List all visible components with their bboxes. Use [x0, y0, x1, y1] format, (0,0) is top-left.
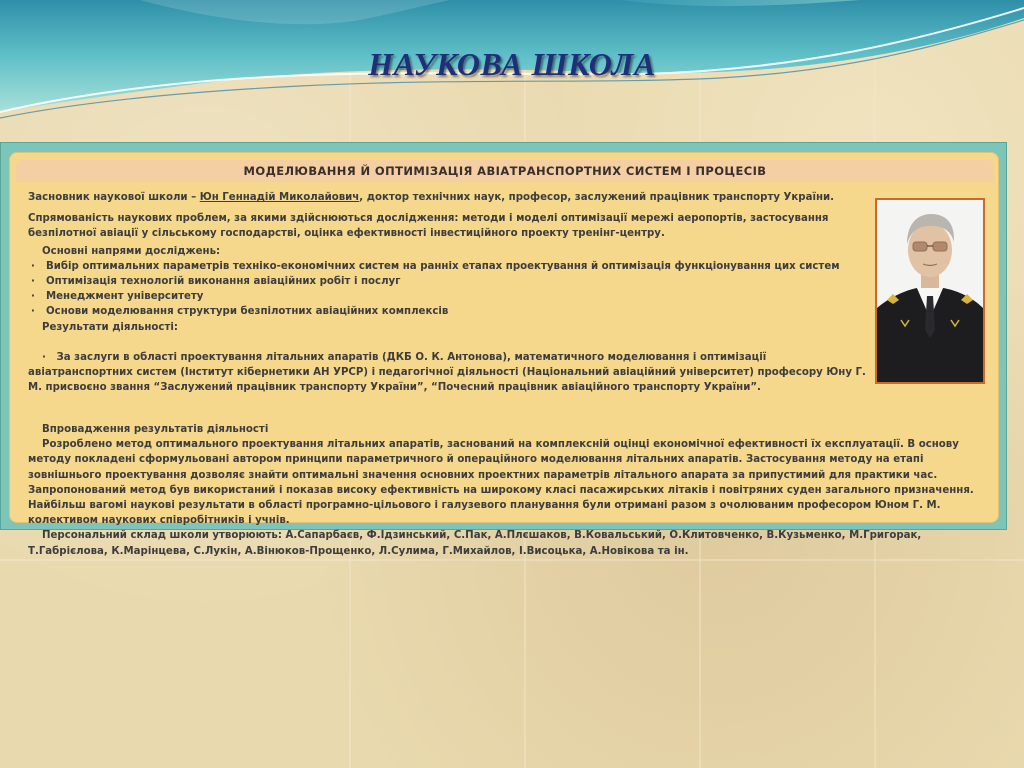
bullet-icon: ·: [31, 291, 35, 303]
bullet-icon: ·: [31, 276, 35, 288]
implementation-paragraph: Розроблено метод оптимального проектування літальних апаратів, заснований на комплексній оцінці економічної ефективності їх експлуатації. В основу методу покладені сформульовані автором принципи параметричного й операційного моделювання літальних апаратів. Застосування методу на етапі зовнішнього проектування дозволяє знайти оптимальні значення основних проектних параметрів літального апарата за припустимий для практики час. Запропонований метод був використаний і показав високу ефективність на широкому класі пасажирських літаків і повітряних суден загального призначення. Найбільш вагомі наукові результати в області програмно-цільового і галузевого планування були отримані разом з очолюваним професором Юном Г. М. колективом наукових співробітників і учнів.: [28, 439, 974, 527]
founder-suffix: , доктор технічних наук, професор, заслужений працівник транспорту України.: [359, 192, 835, 203]
research-heading: Основні напрями досліджень:: [42, 245, 221, 257]
founder-prefix: Засновник наукової школи –: [28, 192, 200, 203]
direction-paragraph: Спрямованість наукових проблем, за якими здійснюються дослідження: методи і моделі оптимізації мережі аеропортів, застосування безпілотної авіації у сільському господарстві, оцінка ефективності інвестиційного проекту тренінг-центру.: [28, 213, 829, 240]
information-board: [0, 142, 1007, 557]
list-item: [28, 259, 866, 274]
results-item: [28, 350, 866, 396]
portrait-illustration: [877, 200, 983, 382]
board-panel: [9, 152, 999, 557]
research-item-2: Оптимізація технологій виконання авіаційних робіт і послуг: [46, 276, 401, 288]
research-item-3: Менеджмент університету: [46, 291, 204, 303]
founder-line: [28, 190, 866, 205]
bullet-icon: ·: [42, 351, 46, 363]
founder-name: Юн Геннадій Миколайович: [199, 192, 360, 203]
board-text-bottom: [28, 422, 986, 559]
research-item-1: Вибір оптимальних параметрів техніко-економічних систем на ранніх етапах проектування й оптимізація функціонування цих систем: [46, 260, 840, 272]
board-header: МОДЕЛЮВАННЯ Й ОПТИМІЗАЦІЯ АВІАТРАНСПОРТНИХ СИСТЕМ І ПРОЦЕСІВ: [16, 160, 994, 182]
results-text: За заслуги в області проектування літальних апаратів (ДКБ О. К. Антонова), математичного моделювання і оптимізації авіатранспортних систем (Інститут кібернетики АН УРСР) і педагогічної діяльності (Національний авіаційний університет) професору Юну Г. М. присвоєно звання “Заслужений працівник транспорту України”, “Почесний працівник авіаційного транспорту України”.: [28, 351, 866, 394]
research-item-4: Основи моделювання структури безпілотних авіаційних комплексів: [46, 306, 449, 318]
portrait-photo: [875, 198, 985, 384]
slide-title: НАУКОВА ШКОЛА: [368, 46, 656, 82]
list-item: [28, 304, 866, 319]
bullet-icon: ·: [31, 306, 35, 318]
bullet-icon: ·: [31, 260, 35, 272]
results-heading: Результати діяльності:: [42, 321, 178, 333]
implementation-heading: Впровадження результатів діяльності: [42, 424, 269, 435]
board-text-top: [28, 190, 866, 395]
staff-paragraph: Персональний склад школи утворюють: А.Сапарбаєв, Ф.Ідзинський, С.Пак, А.Плєшаков, В.Ковальський, О.Клитовченко, В.Кузьменко, М.Григорак, Т.Габрієлова, К.Марінцева, С.Лукін, А.Вінюков-Прощенко, Л.Сулима, Г.Михайлов, І.Висоцька, А.Новікова та ін.: [28, 530, 922, 557]
list-item: [28, 274, 866, 289]
list-item: [28, 289, 866, 304]
